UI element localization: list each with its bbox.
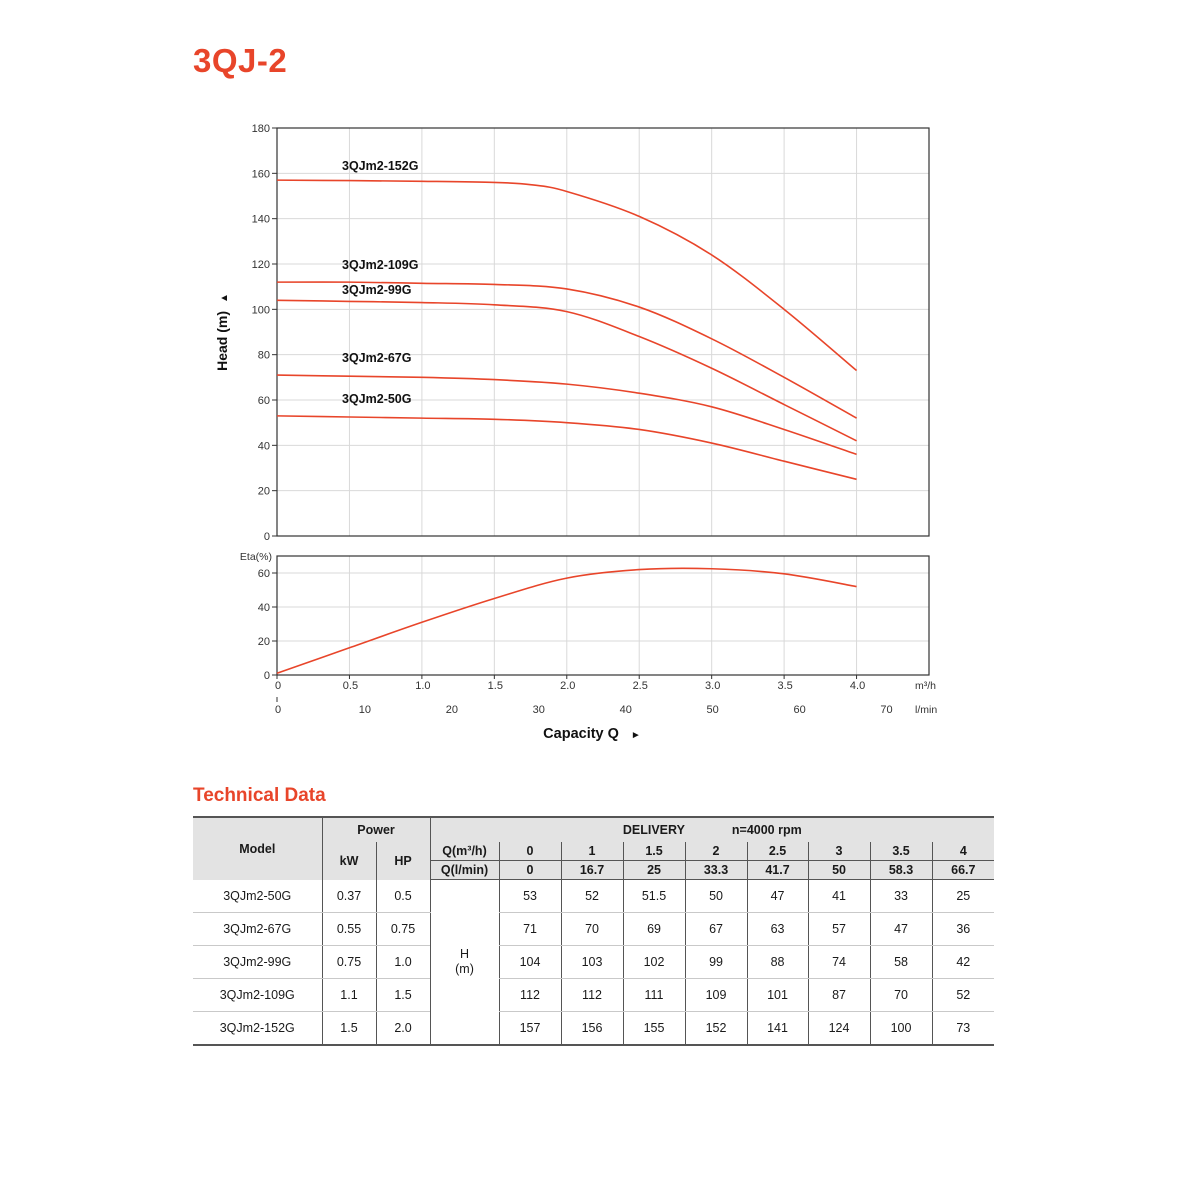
head-value-cell: 67: [685, 913, 747, 946]
eta-y-tick-label: 0: [263, 670, 270, 682]
hp-cell: 1.0: [376, 946, 430, 979]
head-value-cell: 70: [870, 979, 932, 1012]
head-axis-arrow: ▲: [219, 293, 230, 303]
eta-y-tick-label: 20: [257, 636, 270, 648]
x-tick-label-lmin: 20: [445, 704, 458, 716]
head-value-cell: 124: [808, 1012, 870, 1046]
x-tick-label-lmin: 10: [358, 704, 372, 716]
head-value-cell: 47: [747, 880, 808, 913]
q-lmin-value: 0: [499, 861, 561, 880]
q-lmin-value: 33.3: [685, 861, 747, 880]
q-lmin-value: 41.7: [747, 861, 808, 880]
hp-header: HP: [376, 842, 430, 880]
eta-y-tick-label: 60: [257, 568, 270, 580]
head-y-tick-label: 120: [251, 259, 270, 271]
x-unit-m3h: m³/h: [915, 680, 936, 692]
head-axis-label-text: Head (m): [214, 311, 230, 371]
head-value-cell: 141: [747, 1012, 808, 1046]
kw-cell: 0.37: [322, 880, 376, 913]
model-header: Model: [193, 817, 322, 880]
capacity-axis-label-text: Capacity Q: [543, 726, 619, 742]
head-value-cell: 47: [870, 913, 932, 946]
q-lmin-value: 58.3: [870, 861, 932, 880]
head-value-cell: 152: [685, 1012, 747, 1046]
head-value-cell: 156: [561, 1012, 623, 1046]
head-value-cell: 69: [623, 913, 685, 946]
q-lmin-label: Q(l/min): [430, 861, 499, 880]
head-value-cell: 74: [808, 946, 870, 979]
kw-cell: 0.75: [322, 946, 376, 979]
head-y-tick-label: 80: [257, 349, 270, 362]
series-label: 3QJm2-99G: [342, 283, 412, 297]
head-y-tick-label: 140: [251, 213, 270, 226]
x-tick-label-lmin: 50: [706, 704, 719, 716]
eta-plot-frame: [277, 556, 929, 675]
x-tick-label-m3h: 0: [274, 680, 282, 692]
eta-axis-label: Eta(%): [239, 551, 272, 563]
q-lmin-value: 50: [808, 861, 870, 880]
x-tick-label-lmin: 30: [532, 704, 545, 716]
head-value-cell: 42: [932, 946, 994, 979]
head-value-cell: 52: [561, 880, 623, 913]
model-cell: 3QJm2-152G: [193, 1012, 322, 1046]
x-tick-label-m3h: 2.5: [632, 680, 648, 692]
head-unit: (m): [455, 962, 474, 976]
hp-cell: 1.5: [376, 979, 430, 1012]
head-label: H: [460, 947, 470, 961]
head-value-cell: 41: [808, 880, 870, 913]
series-label: 3QJm2-50G: [342, 392, 412, 406]
model-cell: 3QJm2-99G: [193, 946, 322, 979]
head-value-cell: 99: [685, 946, 747, 979]
q-lmin-value: 66.7: [932, 861, 994, 880]
head-value-cell: 102: [623, 946, 685, 979]
series-label: 3QJm2-67G: [342, 351, 412, 365]
series-label: 3QJm2-109G: [342, 258, 419, 272]
head-value-cell: 52: [932, 979, 994, 1012]
head-y-tick-label: 60: [257, 395, 270, 407]
head-y-tick-label: 180: [251, 123, 270, 135]
head-value-cell: 109: [685, 979, 747, 1012]
table-row: [193, 913, 994, 946]
kw-cell: 0.55: [322, 913, 376, 946]
x-tick-label-m3h: 3.0: [705, 680, 721, 692]
head-value-cell: 33: [870, 880, 932, 913]
rpm-label: n=4000 rpm: [731, 823, 802, 837]
technical-data-table: [193, 816, 994, 1046]
head-value-cell: 25: [932, 880, 994, 913]
power-header: Power: [322, 817, 430, 842]
q-lmin-value: 25: [623, 861, 685, 880]
head-value-cell: 70: [561, 913, 623, 946]
q-m3h-value: 3: [808, 842, 870, 861]
x-tick-label-m3h: 2.0: [560, 680, 576, 692]
kw-cell: 1.1: [322, 979, 376, 1012]
head-y-tick-label: 0: [263, 531, 270, 543]
head-value-cell: 100: [870, 1012, 932, 1046]
q-m3h-value: 0: [499, 842, 561, 861]
table-row: [193, 880, 994, 913]
head-value-cell: 101: [747, 979, 808, 1012]
q-m3h-value: 4: [932, 842, 994, 861]
head-value-cell: 112: [561, 979, 623, 1012]
q-lmin-value: 16.7: [561, 861, 623, 880]
table-body: [193, 880, 994, 1046]
x-unit-lmin: l/min: [915, 704, 938, 716]
x-tick-label-lmin: 60: [793, 704, 806, 716]
x-tick-label-lmin: 0: [274, 704, 282, 716]
head-axis-label: [214, 293, 230, 371]
model-cell: 3QJm2-109G: [193, 979, 322, 1012]
head-plot-frame: [277, 128, 929, 536]
head-value-cell: 103: [561, 946, 623, 979]
head-value-cell: 73: [932, 1012, 994, 1046]
x-tick-label-m3h: 0.5: [342, 680, 359, 692]
q-m3h-label: Q(m³/h): [430, 842, 499, 861]
head-y-tick-label: 160: [251, 168, 270, 181]
head-value-cell: 57: [808, 913, 870, 946]
head-y-tick-label: 20: [257, 485, 270, 498]
head-value-cell: 104: [499, 946, 561, 979]
head-value-cell: 58: [870, 946, 932, 979]
q-m3h-value: 2: [685, 842, 747, 861]
head-value-cell: 71: [499, 913, 561, 946]
head-value-cell: 157: [499, 1012, 561, 1046]
head-value-cell: 63: [747, 913, 808, 946]
x-tick-label-lmin: 70: [880, 704, 893, 716]
x-tick-label-lmin: 40: [619, 704, 632, 716]
head-y-tick-label: 100: [251, 304, 270, 317]
head-value-cell: 36: [932, 913, 994, 946]
head-value-cell: 111: [623, 979, 685, 1012]
table-row: [193, 1012, 994, 1046]
head-value-cell: 51.5: [623, 880, 685, 913]
q-m3h-value: 1.5: [623, 842, 685, 861]
kw-header: kW: [322, 842, 376, 880]
head-value-cell: 112: [499, 979, 561, 1012]
eta-y-tick-label: 40: [257, 602, 270, 614]
q-m3h-value: 2.5: [747, 842, 808, 861]
x-tick-label-m3h: 3.5: [777, 680, 793, 692]
delivery-header: [430, 817, 994, 842]
q-m3h-value: 1: [561, 842, 623, 861]
head-y-tick-label: 40: [257, 440, 270, 453]
capacity-axis-label: [543, 726, 641, 742]
kw-cell: 1.5: [322, 1012, 376, 1046]
model-cell: 3QJm2-67G: [193, 913, 322, 946]
head-value-cell: 155: [623, 1012, 685, 1046]
technical-data-title: Technical Data: [193, 785, 326, 806]
head-value-cell: 87: [808, 979, 870, 1012]
q-m3h-value: 3.5: [870, 842, 932, 861]
head-value-cell: 88: [747, 946, 808, 979]
model-cell: 3QJm2-50G: [193, 880, 322, 913]
hp-cell: 2.0: [376, 1012, 430, 1046]
delivery-label: DELIVERY: [622, 823, 685, 837]
head-value-cell: 53: [499, 880, 561, 913]
head-label-cell: [430, 880, 499, 1046]
x-tick-label-m3h: 1.5: [487, 680, 503, 692]
hp-cell: 0.5: [376, 880, 430, 913]
series-label: 3QJm2-152G: [342, 159, 419, 173]
table-row: [193, 946, 994, 979]
page-title: 3QJ-2: [193, 42, 288, 79]
x-tick-label-m3h: 4.0: [849, 680, 866, 692]
x-tick-label-m3h: 1.0: [415, 680, 431, 692]
capacity-axis-arrow: ►: [630, 730, 641, 741]
table-row: [193, 979, 994, 1012]
head-value-cell: 50: [685, 880, 747, 913]
hp-cell: 0.75: [376, 913, 430, 946]
